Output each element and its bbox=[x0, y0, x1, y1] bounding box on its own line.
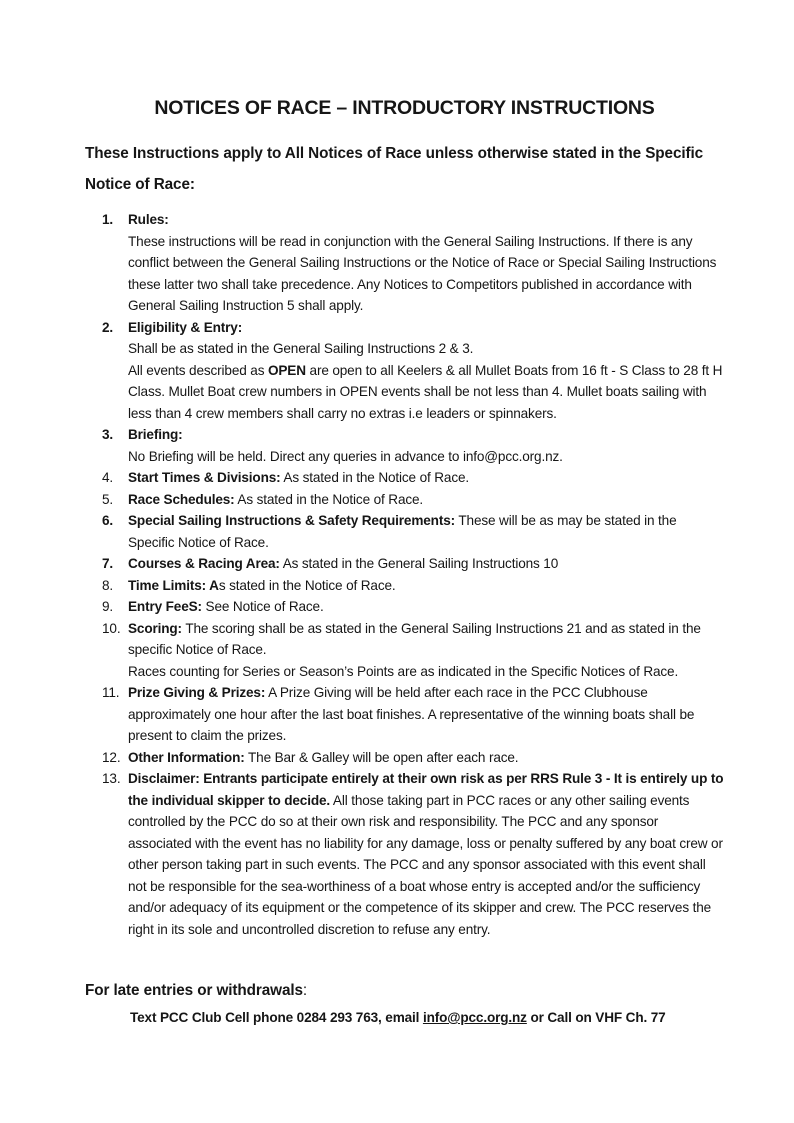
list-item-number: 13. bbox=[102, 771, 121, 786]
list-item-number: 12. bbox=[102, 749, 121, 765]
text-segment: Other Information: bbox=[128, 749, 245, 765]
text-segment: Rules: bbox=[128, 212, 169, 227]
paragraph bbox=[128, 446, 724, 468]
list-item-number: 5. bbox=[102, 491, 114, 507]
list-item bbox=[102, 510, 724, 553]
text-segment: Shall be as stated in the General Sailing Instructions 2 & 3. bbox=[128, 341, 474, 356]
instruction-list bbox=[85, 209, 724, 940]
list-item-body bbox=[128, 768, 724, 940]
text-segment: Special Sailing Instructions & Safety Requirements: bbox=[128, 513, 455, 528]
list-item-body bbox=[128, 682, 724, 747]
paragraph bbox=[128, 424, 724, 446]
list-item-body bbox=[128, 489, 724, 511]
text-segment: Eligibility & Entry: bbox=[128, 319, 243, 335]
late-entries-heading bbox=[85, 978, 724, 1003]
paragraph bbox=[128, 231, 724, 317]
text-segment: Courses & Racing Area: bbox=[128, 556, 280, 571]
text-segment: Prize Giving & Prizes: bbox=[128, 685, 266, 700]
text-segment: Start Times & Divisions: bbox=[128, 470, 281, 485]
list-item bbox=[102, 317, 724, 425]
list-item bbox=[102, 768, 724, 940]
list-item-body bbox=[128, 747, 724, 769]
list-item-number: 10. bbox=[102, 620, 121, 636]
text-segment: OPEN bbox=[267, 362, 306, 378]
paragraph bbox=[128, 317, 724, 339]
text-segment: A Prize Giving will be held after each race in the PCC Clubhouse approximately one hour after the last boat finishes. A representative of the winning boats shall be present to claim the prizes. bbox=[128, 685, 695, 743]
paragraph bbox=[128, 747, 724, 769]
list-item-body bbox=[128, 596, 724, 618]
list-item-number: 6. bbox=[102, 513, 114, 528]
text-segment: Entry FeeS: bbox=[128, 599, 202, 614]
text-segment: All those taking part in PCC races or any other sailing events controlled by the PCC do so at their own risk and responsibility. The PCC and any sponsor associated with the event has no liability for any damage, loss or penalty suffered by any boat crew or other person taking part in such events. The PCC and any sponsor associated with this event shall not be responsible for the sea-worthiness of a boat whose entry is accepted and/or the sufficiency and/or adequacy of its equipment or the competence of its skipper and crew. The PCC reserves the right in its sole and uncontrolled discretion to refuse any entry. bbox=[128, 792, 723, 937]
paragraph bbox=[128, 510, 724, 553]
list-item-number: 11. bbox=[102, 685, 120, 700]
paragraph bbox=[128, 661, 724, 683]
text-segment: Races counting for Series or Season’s Points are as indicated in the Specific Notices of Race. bbox=[128, 663, 679, 679]
list-item-body bbox=[128, 510, 724, 553]
text-segment: As stated in the Notice of Race. bbox=[234, 491, 424, 507]
list-item bbox=[102, 489, 724, 511]
list-item-body bbox=[128, 575, 724, 597]
paragraph bbox=[128, 596, 724, 618]
intro-paragraph: These Instructions apply to All Notices of Race unless otherwise stated in the Specific Notice of Race: bbox=[85, 145, 704, 193]
email-link[interactable]: info@pcc.org.nz bbox=[422, 1010, 527, 1025]
list-item bbox=[102, 424, 724, 467]
text-segment: These instructions will be read in conjunction with the General Sailing Instructions. If there is any conflict between the General Sailing Instructions or the Notice of Race or Special Sailing Instructions these latter two shall take precedence. Any Notices to Competitors published in accordance with General Sailing Instruction 5 shall apply. bbox=[128, 233, 717, 313]
list-item bbox=[102, 747, 724, 769]
text-segment: Briefing: bbox=[128, 427, 183, 442]
paragraph bbox=[128, 768, 724, 940]
text-segment: s stated in the Notice of Race. bbox=[218, 577, 396, 593]
paragraph bbox=[128, 467, 724, 489]
list-item bbox=[102, 682, 724, 747]
text-segment: Disclaimer: Entrants participate entirely at their own risk as per RRS Rule 3 - It is entirely up to the individual skipper to decide. bbox=[128, 771, 724, 808]
list-item bbox=[102, 618, 724, 683]
text-segment: As stated in the General Sailing Instructions 10 bbox=[279, 556, 559, 571]
list-item bbox=[102, 209, 724, 317]
text-segment: The scoring shall be as stated in the General Sailing Instructions 21 and as stated in the specific Notice of Race. bbox=[128, 620, 701, 657]
list-item-body bbox=[128, 553, 724, 575]
text-segment: : bbox=[302, 982, 308, 999]
text-segment: Race Schedules: bbox=[128, 491, 235, 507]
text-segment: The Bar & Galley will be open after each race. bbox=[244, 749, 519, 765]
list-item-number: 2. bbox=[102, 319, 114, 335]
text-segment: Scoring: bbox=[128, 620, 182, 636]
list-item bbox=[102, 596, 724, 618]
paragraph bbox=[128, 360, 724, 425]
list-item-body bbox=[128, 618, 724, 683]
paragraph bbox=[128, 338, 724, 360]
paragraph bbox=[128, 209, 724, 231]
list-item-number: 1. bbox=[102, 212, 114, 227]
text-segment: For late entries or withdrawals bbox=[85, 982, 303, 999]
list-item-number: 8. bbox=[102, 577, 114, 593]
list-item bbox=[102, 575, 724, 597]
list-item-body bbox=[128, 467, 724, 489]
page-title: NOTICES OF RACE – INTRODUCTORY INSTRUCTIONS bbox=[154, 97, 655, 119]
list-item-body bbox=[128, 317, 724, 425]
text-segment: are open to all Keelers & all Mullet Boats from 16 ft - S Class to 28 ft H Class. Mullet Boat crew numbers in OPEN events shall be not less than 4. Mullet boats sailing with less than 4 crew members shall carry no extras i.e leaders or spinnakers. bbox=[128, 362, 723, 421]
list-item-number: 9. bbox=[102, 599, 114, 614]
list-item-body bbox=[128, 209, 724, 317]
text-segment: Time Limits: A bbox=[128, 577, 219, 593]
late-entries-section bbox=[85, 978, 724, 1029]
paragraph bbox=[128, 489, 724, 511]
paragraph bbox=[128, 618, 724, 661]
list-item bbox=[102, 467, 724, 489]
late-entries-contact bbox=[130, 1007, 724, 1029]
list-item-body bbox=[128, 424, 724, 467]
text-segment: See Notice of Race. bbox=[201, 599, 324, 614]
list-item-number: 3. bbox=[102, 427, 114, 442]
paragraph bbox=[128, 682, 724, 747]
paragraph bbox=[128, 575, 724, 597]
list-item-number: 7. bbox=[102, 556, 114, 571]
text-segment: These will be as may be stated in the Specific Notice of Race. bbox=[128, 513, 677, 550]
list-item bbox=[102, 553, 724, 575]
text-segment: or Call on VHF Ch. 77 bbox=[526, 1010, 666, 1025]
text-segment: As stated in the Notice of Race. bbox=[280, 470, 470, 485]
text-segment: All events described as bbox=[128, 362, 268, 378]
list-item-number: 4. bbox=[102, 470, 114, 485]
text-segment: Text PCC Club Cell phone 0284 293 763, email bbox=[130, 1010, 423, 1025]
paragraph bbox=[128, 553, 724, 575]
text-segment: No Briefing will be held. Direct any queries in advance to info@pcc.org.nz. bbox=[128, 448, 563, 464]
